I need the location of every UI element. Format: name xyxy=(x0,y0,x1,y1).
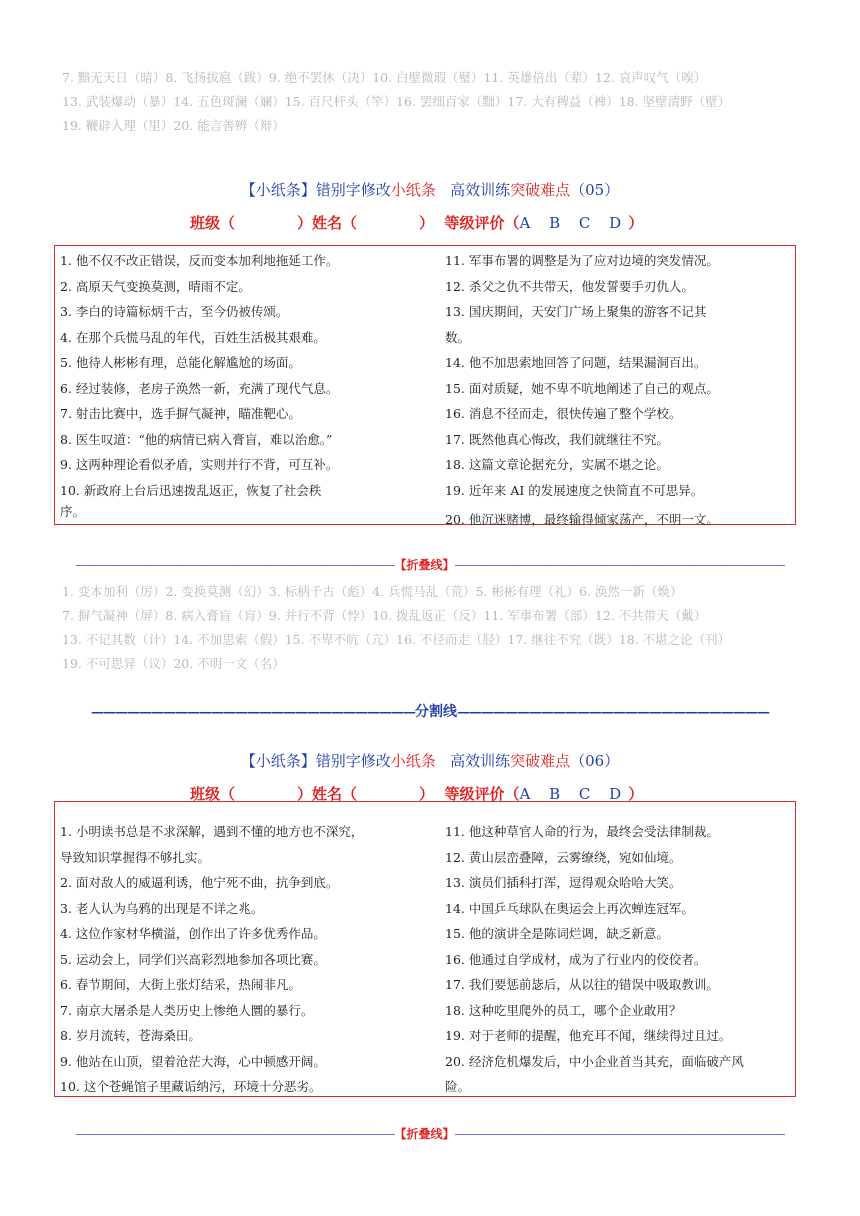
exercise-left-column xyxy=(60,248,420,521)
exercise-item: 3. 老人认为乌鸦的出现是不详之兆。 xyxy=(60,900,264,916)
fold-dashes-right: —————————————————————————————— xyxy=(454,1127,785,1141)
exercise-item: 13. 演员们插科打浑，逗得观众哈哈大笑。 xyxy=(445,875,682,890)
exercise-item: 18. 这篇文章论据充分，实属不堪之论。 xyxy=(445,457,669,472)
section-title xyxy=(0,750,860,771)
answer-line: 7. 摒气凝神（屏）8. 病入膏盲（肓）9. 并行不背（悖）10. 拨乱返正（反）11. 军事布署（部）12. 不共带天（戴） xyxy=(62,608,707,623)
split-label: 分割线 xyxy=(415,704,457,720)
exercise-item: 数。 xyxy=(445,329,471,345)
exercise-item: 7. 射击比赛中，选手摒气凝神，瞄准靶心。 xyxy=(60,406,301,421)
exercise-item: 19. 对于老师的提醒，他充耳不闻，继续得过且过。 xyxy=(445,1028,732,1043)
fold-line xyxy=(0,1125,860,1142)
grade-close: ） xyxy=(628,214,644,232)
exercise-item: 13. 国庆期间，天安门广场上聚集的游客不记其 xyxy=(445,304,707,319)
grade-options: A B C D xyxy=(519,214,629,232)
exercise-item: 5. 他待人彬彬有理，总能化解尴尬的场面。 xyxy=(60,355,301,370)
exercise-item: 6. 经过装修，老房子涣然一新，充满了现代气息。 xyxy=(60,380,339,396)
exercise-item: 16. 消息不径而走，很快传遍了整个学校。 xyxy=(445,406,682,421)
title-topic: 错别字修改 xyxy=(315,181,391,199)
title-topic: 错别字修改 xyxy=(315,752,391,770)
grade-label: 等级评价（ xyxy=(444,785,520,803)
exercise-item: 4. 在那个兵慌马乱的年代，百姓生活极其艰难。 xyxy=(60,329,326,345)
title-breakthrough: 突破难点 xyxy=(510,752,571,770)
answer-line: 13. 武装爆动（暴）14. 五色斑澜（斓）15. 百尺杆头（竿）16. 罢细百家（黜）17. 大有稗益（裨）18. 坚壁清野（壁） xyxy=(62,94,731,109)
name-label: 姓名（ xyxy=(312,214,358,232)
exercise-right-column xyxy=(445,819,793,1100)
exercise-item: 17. 我们要惩前毖后，从以往的错误中吸取教训。 xyxy=(445,977,719,992)
fold-dashes-right: —————————————————————————————— xyxy=(454,558,785,572)
name-close: ） xyxy=(419,214,435,232)
answer-line: 13. 不记其数（计）14. 不加思索（假）15. 不卑不吭（亢）16. 不径而走（胫）17. 继往不究（既）18. 不堪之论（刊） xyxy=(62,632,731,647)
exercise-item: 2. 面对敌人的威逼利诱，他宁死不曲，抗争到底。 xyxy=(60,875,339,890)
answer-line: 19. 不可思异（议）20. 不明一文（名） xyxy=(62,656,285,671)
answer-line: 1. 变本加利（厉）2. 变换莫测（幻）3. 标柄千古（彪）4. 兵慌马乱（荒）5. 彬彬有理（礼）6. 涣然一新（焕） xyxy=(62,584,683,599)
split-dashes-left: ——————————————————————————— xyxy=(91,705,415,720)
grade-options: A B C D xyxy=(519,785,629,803)
grade-close: ） xyxy=(628,785,644,803)
exercise-item: 9. 这两种理论看似矛盾，实则并行不背，可互补。 xyxy=(60,457,339,472)
title-note: 小纸条 xyxy=(390,181,436,199)
exercise-item: 10. 新政府上台后迅速拨乱返正，恢复了社会秩 xyxy=(60,482,322,498)
section-title xyxy=(0,179,860,200)
fold-label: 【折叠线】 xyxy=(394,558,455,572)
exercise-item: 20. 经济危机爆发后，中小企业首当其充，面临破产风 xyxy=(445,1053,744,1069)
class-close: ） xyxy=(297,214,313,232)
exercise-item: 12. 杀父之仇不共带天，他发誓要手刃仇人。 xyxy=(445,278,694,294)
title-number: （06） xyxy=(570,752,620,770)
class-label: 班级（ xyxy=(190,785,236,803)
exercise-item: 9. 他站在山顶，望着沧茫大海，心中顿感开阔。 xyxy=(60,1053,326,1069)
exercise-item: 20. 他沉迷赌博，最终输得倾家荡产，不明一文。 xyxy=(445,512,719,527)
exercise-item: 6. 春节期间，大街上张灯结采，热闹非凡。 xyxy=(60,977,301,992)
title-number: （05） xyxy=(570,181,620,199)
exercise-item: 2. 高原天气变换莫测，晴雨不定。 xyxy=(60,278,251,294)
exercise-item: 10. 这个苍蝇馆子里藏诟纳污，环境十分恶劣。 xyxy=(60,1079,322,1094)
student-info-line xyxy=(190,212,643,233)
exercise-item: 7. 南京大屠杀是人类历史上惨绝人圜的暴行。 xyxy=(60,1002,314,1018)
exercise-item: 4. 这位作家材华横溢，创作出了许多优秀作品。 xyxy=(60,926,326,941)
name-close: ） xyxy=(419,785,435,803)
exercise-item: 11. 军事布署的调整是为了应对边境的突发情况。 xyxy=(445,253,719,268)
exercise-item: 3. 李白的诗篇标炳千古，至今仍被传颂。 xyxy=(60,304,289,319)
exercise-item: 14. 中国乒乓球队在奥运会上再次蝉连冠军。 xyxy=(445,900,694,916)
fold-dashes-left: ————————————————————————————— xyxy=(75,558,395,572)
exercise-item: 19. 近年来 AI 的发展速度之快简直不可思异。 xyxy=(445,482,704,498)
exercise-item: 8. 岁月流转，苍海桑田。 xyxy=(60,1028,201,1043)
exercise-item: 11. 他这种草官人命的行为，最终会受法律制裁。 xyxy=(445,824,719,839)
title-bracket: 【小纸条】 xyxy=(240,752,316,770)
exercise-item: 险。 xyxy=(445,1079,471,1094)
exercise-item: 5. 运动会上，同学们兴高彩烈地参加各项比赛。 xyxy=(60,951,326,967)
exercise-item: 16. 他通过自学成材，成为了行业内的佼佼者。 xyxy=(445,951,707,967)
fold-label: 【折叠线】 xyxy=(394,1127,455,1141)
grade-label: 等级评价（ xyxy=(444,214,520,232)
section-answers xyxy=(62,580,822,676)
exercise-item: 1. 他不仅不改正错误，反而变本加利地拖延工作。 xyxy=(60,253,339,268)
split-dashes-right: —————————————————————————— xyxy=(457,705,769,720)
class-close: ） xyxy=(297,785,313,803)
answer-line: 19. 鞭辟入理（里）20. 能言善辨（辩） xyxy=(62,118,285,133)
exercise-item: 1. 小明读书总是不求深解，遇到不懂的地方也不深究， xyxy=(60,824,364,839)
exercise-item: 序。 xyxy=(60,504,86,519)
fold-dashes-left: ————————————————————————————— xyxy=(75,1127,395,1141)
top-answers xyxy=(62,66,822,138)
class-label: 班级（ xyxy=(190,214,236,232)
exercise-item: 12. 黄山层峦叠障，云雾缭绕，宛如仙境。 xyxy=(445,849,682,865)
exercise-item: 导致知识掌握得不够扎实。 xyxy=(60,849,211,865)
title-bracket: 【小纸条】 xyxy=(240,181,316,199)
title-training: 高效训练 xyxy=(450,181,511,199)
name-label: 姓名（ xyxy=(312,785,358,803)
exercise-item: 15. 面对质疑，她不卑不吭地阐述了自己的观点。 xyxy=(445,380,719,396)
exercise-item: 8. 医生叹道：“他的病情已病入膏盲，难以治愈。” xyxy=(60,431,333,447)
exercise-item: 18. 这种吃里爬外的员工，哪个企业敢用？ xyxy=(445,1002,682,1018)
answer-line: 7. 黯无天日（暗）8. 飞扬拔扈（跋）9. 绝不罢休（决）10. 白壁微瑕（璧）11. 英雄倍出（辈）12. 哀声叹气（唉） xyxy=(62,70,707,85)
title-note: 小纸条 xyxy=(390,752,436,770)
fold-line xyxy=(0,556,860,573)
exercise-item: 14. 他不加思索地回答了问题，结果漏洞百出。 xyxy=(445,355,707,370)
exercise-item: 15. 他的演讲全是陈词烂调，缺乏新意。 xyxy=(445,926,669,941)
title-training: 高效训练 xyxy=(450,752,511,770)
exercise-left-column xyxy=(60,819,445,1100)
title-breakthrough: 突破难点 xyxy=(510,181,571,199)
split-line xyxy=(0,701,860,721)
exercise-item: 17. 既然他真心悔改，我们就继往不究。 xyxy=(445,431,669,447)
exercise-right-column xyxy=(445,248,790,537)
